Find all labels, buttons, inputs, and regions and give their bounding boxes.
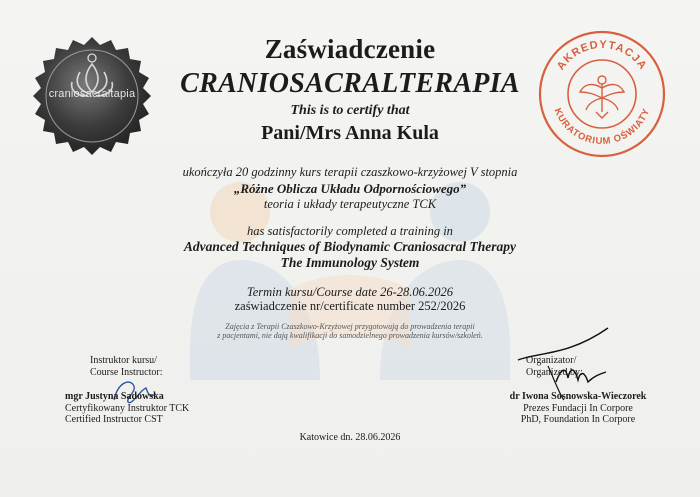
recipient-name: Pani/Mrs Anna Kula	[261, 122, 439, 144]
instructor-label-pl: Instruktor kursu/	[90, 355, 157, 366]
instructor-info	[65, 391, 245, 426]
instructor-name: mgr Justyna Sadowska	[65, 391, 164, 402]
instructor-label-en: Course Instructor:	[90, 366, 163, 378]
certificate-title: Zaświadczenie	[264, 34, 436, 64]
instructor-title-en: Certified Instructor CST	[65, 414, 163, 425]
english-course-subtitle: The Immunology System	[280, 255, 420, 270]
seal-text: craniosacraltapia	[48, 88, 136, 100]
english-course-line: has satisfactorily completed a training in	[247, 224, 453, 238]
fine-print-line-2: z pacjentami, nie dają kwalifikacji do samodzielnego prowadzenia kursów/szkoleń.	[217, 331, 483, 340]
organizer-label-en: Organized by:	[526, 366, 583, 378]
polish-course-line: ukończyła 20 godzinny kurs terapii czaszkowo-krzyżowej V stopnia	[182, 165, 518, 179]
english-course-title: Advanced Techniques of Biodynamic Craniosacral Therapy	[183, 239, 517, 254]
course-date: Termin kursu/Course date 26-28.06.2026	[246, 285, 454, 299]
certificate-subtitle: CRANIOSACRALTERAPIA	[180, 68, 520, 99]
polish-course-subtitle: teoria i układy terapeutyczne TCK	[263, 197, 437, 211]
organizer-title-en: PhD, Foundation In Corpore	[520, 414, 636, 425]
issue-place-date: Katowice dn. 28.06.2026	[299, 432, 401, 443]
stamp-bottom-text: KURATORIUM OŚWIATY	[551, 106, 653, 148]
organizer-signature	[508, 322, 628, 402]
organizer-name: dr Iwona Sosnowska-Wieczorek	[509, 391, 647, 402]
certify-line: This is to certify that	[290, 103, 410, 118]
organizer-label-pl: Organizator/	[526, 355, 577, 366]
stamp-top-text: AKREDYTACJA	[554, 38, 650, 73]
organizer-info	[478, 391, 678, 426]
polish-course-title: „Różne Oblicza Układu Odpornościowego”	[233, 181, 467, 196]
certificate-number: zaświadczenie nr/certificate number 252/2026	[234, 299, 466, 313]
organizer-title-pl: Prezes Fundacji In Corpore	[523, 402, 633, 414]
fine-print-line-1: Zajęcia z Terapii Czaszkowo-Krzyżowej przygotowują do prowadzenia terapii	[225, 322, 475, 331]
instructor-title-pl: Certyfikowany Instruktor TCK	[65, 402, 190, 414]
